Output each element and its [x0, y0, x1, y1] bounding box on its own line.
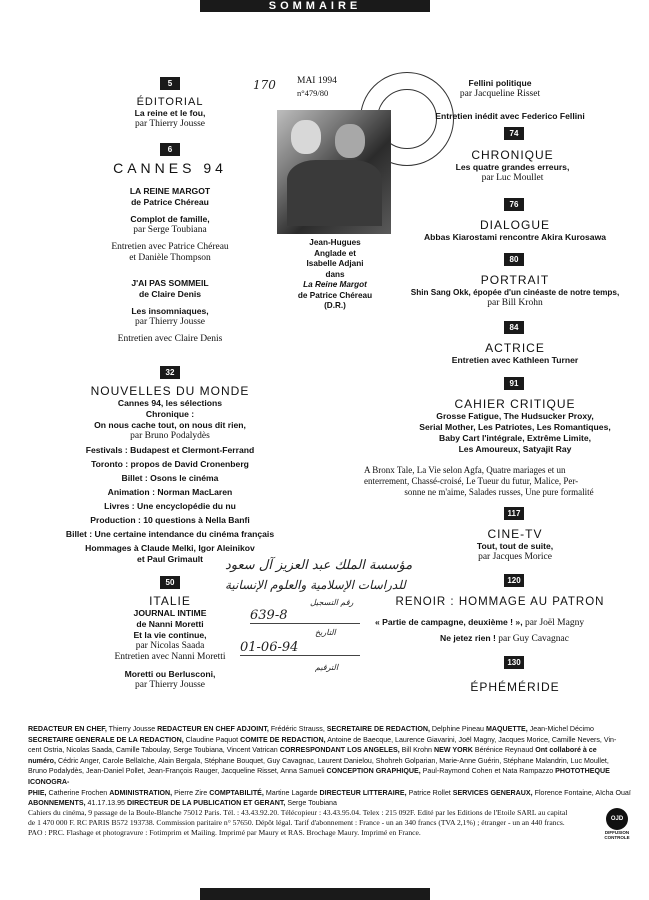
bottom-band — [200, 888, 430, 900]
article-title: Fellini politique — [468, 78, 532, 88]
caption-line: dans — [325, 269, 345, 279]
renoir-line-2 — [440, 628, 640, 646]
article-title: Entretien avec Kathleen Turner — [451, 355, 579, 365]
handwritten-line: للدراسات الإسلامية والعلوم الإنسانية — [225, 578, 406, 592]
staff-credits — [28, 724, 633, 809]
caption-line: Anglade et — [314, 248, 356, 258]
article-title: La reine et le fou, — [134, 108, 206, 118]
rubric-title: ITALIE — [149, 594, 191, 608]
article-author: par Luc Moullet — [481, 173, 544, 183]
handwritten-label: رقم التسجيل — [310, 598, 354, 607]
news-line: Cannes 94, les sélections — [117, 398, 223, 408]
article-author: par Bill Krohn — [487, 298, 543, 308]
article-title: Et la vie continue, — [133, 630, 207, 640]
publisher-footer — [28, 808, 598, 838]
staff-line: REDACTEUR EN CHEF, Thierry Jousse REDACTEUR EN CHEF ADJOINT, Frédéric Strauss, SECRETAIRE DE REDACTION, Delphine Pineau MAQUETTE, Jean-Michel Décimo — [28, 725, 594, 733]
news-line: Toronto : propos de David Cronenberg — [91, 459, 249, 469]
film-list-line: Les Amoureux, Satyajit Ray — [458, 444, 572, 454]
film-director: de Claire Denis — [138, 289, 202, 299]
news-line: Animation : Norman MacLaren — [107, 487, 233, 497]
interview-line: Entretien avec Nanni Moretti — [114, 652, 226, 662]
film-director: de Nanni Moretti — [136, 619, 204, 629]
film-list-line: enterrement, Chassé-croisé, Le Tueur du futur, Malice, Per- — [364, 476, 579, 486]
news-line: Chronique : — [145, 409, 195, 419]
issue-date: MAI 1994 — [297, 76, 337, 86]
caption-line: Isabelle Adjani — [306, 259, 364, 268]
page-number: 120 — [504, 574, 524, 587]
film-still-photo — [277, 110, 391, 234]
critique-plain-list — [364, 465, 634, 498]
handwritten-number: 170 — [253, 78, 276, 92]
interview-line: Entretien avec Patrice Chéreau — [111, 242, 229, 252]
interview-line: Entretien avec Claire Denis — [117, 334, 223, 344]
header-band — [200, 0, 430, 12]
article-author: par Thierry Jousse — [134, 119, 205, 129]
rubric-title: ÉDITORIAL — [136, 96, 204, 108]
footer-line: Cahiers du cinéma, 9 passage de la Boule-Blanche 75012 Paris. Tél. : 43.43.92.20. Télécopieur : 43.43.95.04. Telex : 215 092F. Edité par les Editions de l'Etoile SARL au capital — [28, 808, 568, 817]
film-list-line: sonne ne m'aime, Salades russes, Une pure formalité — [404, 487, 594, 497]
film-list-line: Serial Mother, Les Patriotes, Les Romantiques, — [419, 422, 611, 432]
page-number: 130 — [504, 656, 524, 669]
nouvelles-block — [40, 384, 300, 565]
page-number: 117 — [504, 507, 524, 520]
handwritten-line: مؤسسة الملك عبد العزيز آل سعود — [225, 558, 413, 573]
staff-line: SECRETAIRE GENERALE DE LA REDACTION, Claudine Paquot COMITE DE REDACTION, Antoine de Baecque, Laurence Giavarini, Joël Magny, Jacques Morice, Camille Nevers, Vin- — [28, 735, 617, 744]
page-number: 6 — [160, 143, 180, 156]
rubric-title: CAHIER CRITIQUE — [454, 397, 576, 411]
caption-line: de Patrice Chéreau — [297, 290, 373, 300]
rubric-title: ACTRICE — [485, 341, 545, 355]
editorial-block — [95, 96, 245, 130]
handwritten-date: 01-06-94 — [240, 640, 360, 656]
rubric-title: CINE-TV — [487, 527, 543, 541]
page-number: 5 — [160, 77, 180, 90]
news-line: Festivals : Budapest et Clermont-Ferrand — [85, 445, 255, 455]
page-number: 74 — [504, 127, 524, 140]
news-line: Billet : Osons le cinéma — [121, 473, 219, 483]
film-title: LA REINE MARGOT — [129, 186, 211, 196]
caption-line: (D.R.) — [324, 301, 346, 310]
news-line: et Paul Grimault — [137, 554, 203, 564]
portrait-block — [395, 273, 635, 309]
rubric-title: PORTRAIT — [480, 273, 550, 287]
news-line: Billet : Une certaine intendance du cinéma français — [65, 529, 275, 539]
page-number: 84 — [504, 321, 524, 334]
film-title: J'AI PAS SOMMEIL — [131, 278, 209, 288]
article-author: par Thierry Jousse — [134, 317, 205, 327]
dialogue-block — [395, 218, 635, 243]
news-author: par Bruno Podalydès — [130, 431, 210, 441]
cannes-block — [70, 186, 270, 345]
handwritten-label: الترقيم — [315, 663, 339, 672]
footer-line: de 1 470 000 F. RC PARIS B572 193738. Commission paritaire n° 57650. Dépôt légal. Tarif d'abonnement : France - un an 340 francs (TVA 2,1%) ; étranger - un an 440 francs. — [28, 818, 565, 827]
article-title: Abbas Kiarostami rencontre Akira Kurosawa — [423, 232, 607, 242]
news-line: Hommages à Claude Melki, Igor Aleinikov — [85, 543, 255, 553]
article-title: Complot de famille, — [130, 214, 210, 224]
logo-text: CONTROLE — [604, 835, 630, 840]
rubric-title: CHRONIQUE — [471, 148, 554, 162]
film-director: de Patrice Chéreau — [131, 197, 209, 207]
rubric-title: DIALOGUE — [479, 218, 550, 232]
news-line: Livres : Une encyclopédie du nu — [104, 501, 236, 511]
rubric-title: RENOIR : HOMMAGE AU PATRON — [395, 596, 605, 608]
page-number: 32 — [160, 366, 180, 379]
diffusion-controle-logo-icon: OJD DIFFUSION CONTROLE — [600, 808, 634, 850]
article-title: « Partie de campagne, deuxième ! », — [375, 617, 523, 627]
news-line: Production : 10 questions à Nella Banfi — [90, 515, 250, 525]
staff-line: PHIE, Catherine Frochen ADMINISTRATION, Pierre Zire COMPTABILITÉ, Martine Lagarde DIRECTEUR LITTERAIRE, Patrice Rollet SERVICES GENERAUX, Florence Fontaine, Aïcha Ouaï — [28, 788, 631, 797]
article-title: Tout, tout de suite, — [476, 541, 554, 551]
article-title: Les quatre grandes erreurs, — [455, 162, 570, 172]
rubric-title: CANNES 94 — [113, 160, 227, 176]
film-list-line: Grosse Fatigue, The Hudsucker Proxy, — [436, 411, 594, 421]
article-author: par Serge Toubiana — [133, 225, 207, 235]
article-title: Ne jetez rien ! — [440, 633, 496, 643]
handwritten-label: التاريخ — [315, 628, 336, 637]
film-title: JOURNAL INTIME — [133, 608, 207, 618]
article-author: par Thierry Jousse — [134, 680, 205, 690]
page-number: 91 — [504, 377, 524, 390]
article-author: par Guy Cavagnac — [495, 634, 569, 644]
staff-line: Bruno Podalydès, Jean-Daniel Pollet, Jean-François Rauger, Jacqueline Risset, Anna Samueli CONCEPTION GRAPHIQUE, Paul-Raymond Cohen et Nata Rampazzo PHOTOTHEQUE ICONOGRA- — [28, 767, 610, 786]
staff-line: ABONNEMENTS, 41.17.13.95 DIRECTEUR DE LA PUBLICATION ET GERANT, Serge Toubiana — [28, 799, 337, 808]
cinetv-block — [420, 527, 610, 563]
interview-line: et Danièle Thompson — [129, 253, 211, 263]
film-list-line: A Bronx Tale, La Vie selon Agfa, Quatre mariages et un — [364, 465, 566, 475]
photo-caption — [260, 238, 410, 312]
chronique-block — [420, 148, 605, 184]
staff-line: cent Ostria, Nicolas Saada, Camille Taboulay, Serge Toubiana, Vincent Vatrican CORRESPONDANT LOS ANGELES, Bill Krohn NEW YORK Bérénice Reynaud Ont collaboré à ce — [28, 746, 597, 755]
article-author: par Joël Magny — [522, 618, 585, 628]
section-title: SOMMAIRE — [268, 0, 362, 12]
caption-line: Jean-Hugues — [309, 238, 361, 247]
rubric-title: NOUVELLES DU MONDE — [90, 384, 250, 398]
article-title: Moretti ou Berlusconi, — [124, 669, 216, 679]
article-author: par Nicolas Saada — [135, 641, 205, 651]
page-number: 76 — [504, 198, 524, 211]
article-author: par Jacqueline Risset — [459, 89, 541, 99]
fellini-block — [420, 78, 580, 100]
logo-text: DIFFUSION — [604, 830, 630, 835]
caption-line: La Reine Margot — [303, 280, 367, 289]
issue-number: n°479/80 — [297, 88, 329, 98]
article-author: par Jacques Morice — [478, 552, 552, 562]
handwritten-registration: 639-8 — [250, 608, 360, 624]
critique-block — [395, 397, 635, 455]
page-number: 50 — [160, 576, 180, 589]
film-list-line: Baby Cart l'intégrale, Extrême Limite, — [438, 433, 591, 443]
actrice-block — [420, 341, 610, 366]
article-title: Entretien inédit avec Federico Fellini — [435, 111, 585, 121]
news-line: On nous cache tout, on nous dit rien, — [94, 420, 246, 430]
rubric-title: ÉPHÉMÉRIDE — [470, 680, 560, 694]
article-title: Les insomniaques, — [131, 306, 209, 316]
page-number: 80 — [504, 253, 524, 266]
article-title: Shin Sang Okk, épopée d'un cinéaste de notre temps, — [410, 288, 620, 297]
footer-line: PAO : PRC. Flashage et photogravure : Fotimprim et Mailing. Imprimé par Maury et RAS. Brochage Maury. Imprimé en France. — [28, 828, 421, 837]
staff-line: numéro, Cédric Anger, Carole Bellaïche, Alain Bergala, Stéphane Bouquet, Guy Cavagnac, Laurent Danielou, Shohreh Golparian, Marie-Anne Guérin, Stéphane Malandrin, Luc Moullet, — [28, 756, 609, 765]
